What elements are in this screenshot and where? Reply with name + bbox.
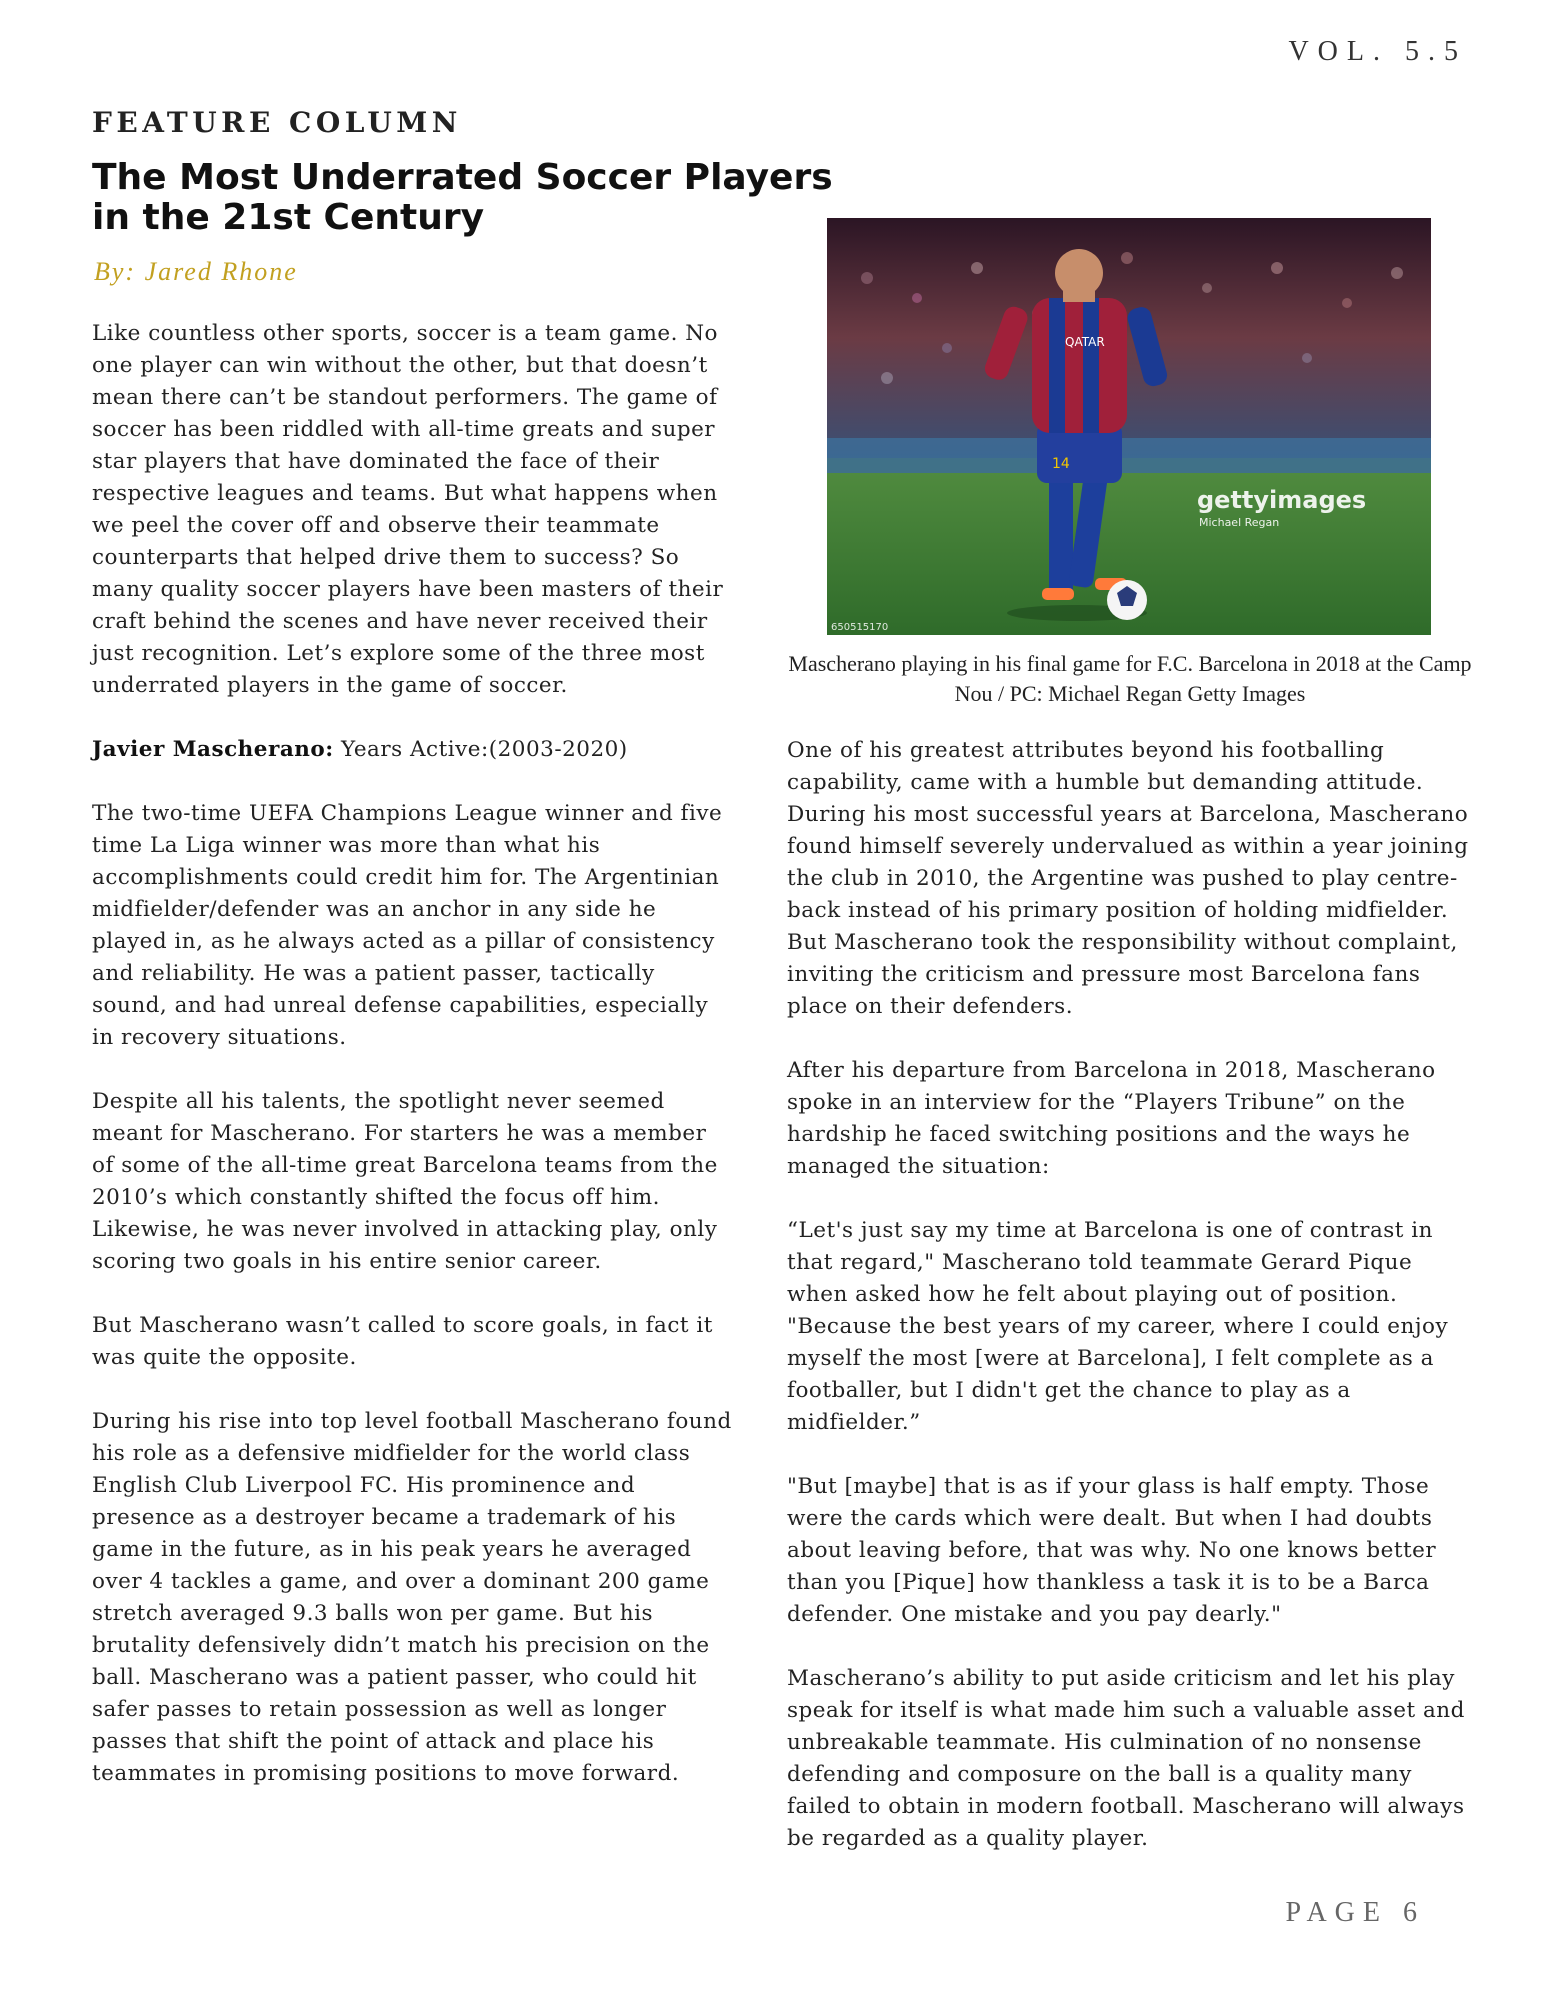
left-column: [92, 318, 732, 1822]
byline: By: Jared Rhone: [94, 257, 298, 286]
player-heading: [92, 734, 732, 766]
player-years: Years Active:(2003-2020): [333, 737, 628, 762]
player-name: Javier Mascherano:: [92, 737, 334, 762]
quote-paragraph: "But [maybe] that is as if your glass is half empty. Those were the cards which were dealt. But when I had doubts about leaving before, that was why. No one knows better than you [Pique] how thankless a task it is to be a Barca defender. One mistake and you pay dearly.": [787, 1474, 1437, 1627]
article-title: The Most Underrated Soccer Players in the 21st Century: [92, 157, 833, 238]
shirt-sponsor: QATAR: [1065, 335, 1105, 349]
right-column: [787, 735, 1477, 1887]
body-paragraph: After his departure from Barcelona in 2018, Mascherano spoke in an interview for the “Players Tribune” on the hardship he faced switching positions and the ways he managed the situation:: [787, 1058, 1436, 1179]
photographer-credit: Michael Regan: [1199, 516, 1280, 529]
getty-watermark: gettyimages: [1197, 486, 1367, 514]
shirt-number: 14: [1052, 456, 1070, 472]
page-number: PAGE 6: [1285, 1897, 1425, 1928]
quote-paragraph: “Let's just say my time at Barcelona is one of contrast in that regard," Mascherano told teammate Gerard Pique when asked how he felt about playing out of position. "Because the best years of my career, where I could enjoy myself the most [were at Barcelona], I felt complete as a footballer, but I didn't get the chance to play as a midfielder.”: [787, 1218, 1449, 1435]
section-label: FEATURE COLUMN: [92, 106, 462, 139]
body-paragraph: During his rise into top level football Mascherano found his role as a defensive midfielder for the world class English Club Liverpool FC. His prominence and presence as a destroyer became a trademark of his game in the future, as in his peak years he averaged over 4 tackles a game, and over a dominant 200 game stretch averaged 9.3 balls won per game. But his brutality defensively didn’t match his precision on the ball. Mascherano was a patient passer, who could hit safer passes to retain possession as well as longer passes that shift the point of attack and place his teammates in promising positions to move forward.: [92, 1409, 732, 1786]
body-paragraph: Despite all his talents, the spotlight never seemed meant for Mascherano. For starters he was a member of some of the all-time great Barcelona teams from the 2010’s which constantly shifted the focus off him. Likewise, he was never involved in attacking play, only scoring two goals in his entire senior career.: [92, 1089, 718, 1274]
player-photo: [827, 218, 1431, 635]
body-paragraph: Mascherano’s ability to put aside criticism and let his play speak for itself is what made him such a valuable asset and unbreakable teammate. His culmination of no nonsense defending and composure on the ball is a quality many failed to obtain in modern football. Mascherano will always be regarded as a quality player.: [787, 1666, 1465, 1851]
photo-caption: Mascherano playing in his final game for F.C. Barcelona in 2018 at the Camp Nou / PC: Michael Regan Getty Images: [788, 651, 1472, 706]
volume-label: VOL. 5.5: [1288, 36, 1467, 67]
body-paragraph: One of his greatest attributes beyond his footballing capability, came with a humble but demanding attitude. During his most successful years at Barcelona, Mascherano found himself severely undervalued as within a year joining the club in 2010, the Argentine was pushed to play centre-back instead of his primary position of holding midfielder. But Mascherano took the responsibility without complaint, inviting the criticism and pressure most Barcelona fans place on their defenders.: [787, 738, 1469, 1019]
intro-paragraph: Like countless other sports, soccer is a team game. No one player can win without the other, but that doesn’t mean there can’t be standout performers. The game of soccer has been riddled with all-time greats and super star players that have dominated the face of their respective leagues and teams. But what happens when we peel the cover off and observe their teammate counterparts that helped drive them to success? So many quality soccer players have been masters of their craft behind the scenes and have never received their just recognition. Let’s explore some of the three most underrated players in the game of soccer.: [92, 321, 724, 698]
body-paragraph: The two-time UEFA Champions League winner and five time La Liga winner was more than what his accomplishments could credit him for. The Argentinian midfielder/defender was an anchor in any side he played in, as he always acted as a pillar of consistency and reliability. He was a patient passer, tactically sound, and had unreal defense capabilities, especially in recovery situations.: [92, 801, 723, 1050]
image-id: 650515170: [831, 622, 889, 633]
player-photo-illustration: [827, 218, 1431, 635]
body-paragraph: But Mascherano wasn’t called to score goals, in fact it was quite the opposite.: [92, 1313, 713, 1370]
